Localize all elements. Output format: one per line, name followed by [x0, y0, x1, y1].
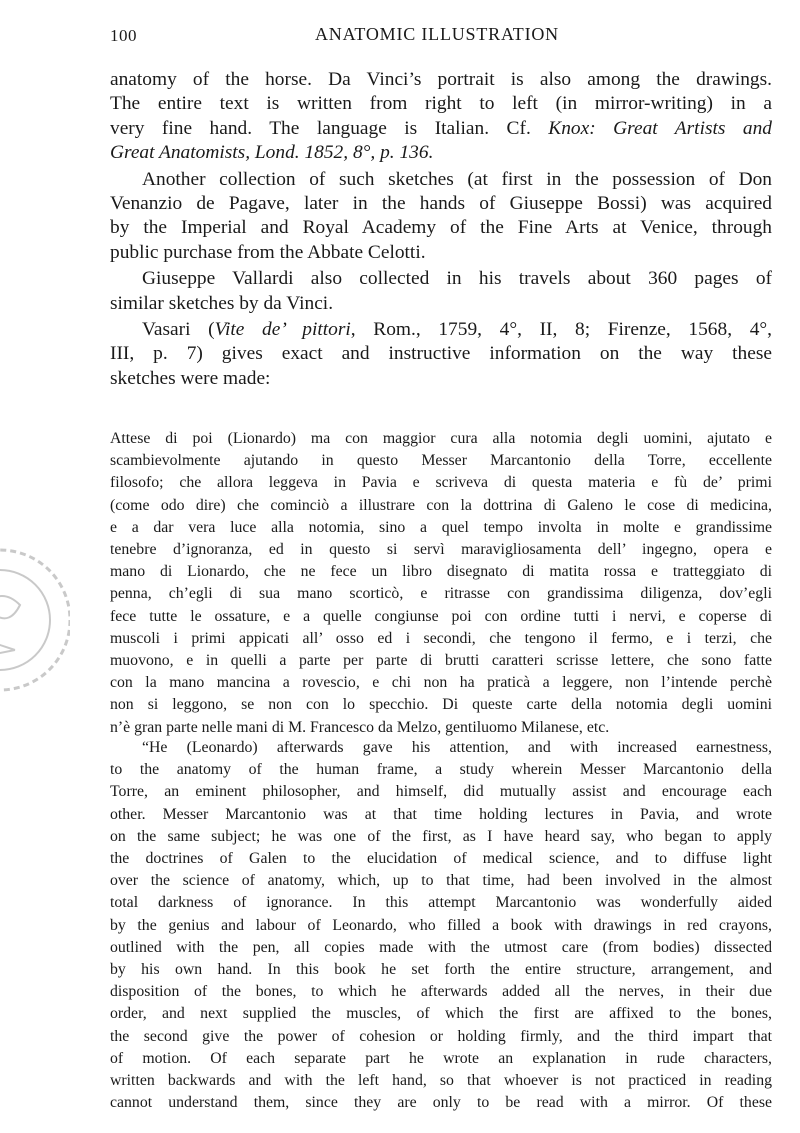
translation-line: over the science of anatomy, which, up to that time, had been involved in the almost [110, 872, 772, 890]
text-line: public purchase from the Abbate Celotti. [110, 241, 426, 263]
citation-italic: Knox: Great Artists and [548, 117, 772, 139]
vasari-title-italic: Vite de’ pittori [214, 319, 351, 341]
translation-line: order, and next supplied the muscles, of which the first are affixed to the bones, [110, 1005, 772, 1023]
translation-line: cannot understand them, since they are only to be read with a mirror. Of these [110, 1094, 772, 1112]
text-segment: very fine hand. The language is Italian. Cf. [110, 117, 531, 139]
italian-quote [110, 428, 772, 739]
translation-line: “He (Leonardo) afterwards gave his attention, and with increased earnestness, [142, 739, 772, 756]
translation-line: disposition of the bones, to which he afterwards added all the nerves, in their due [110, 983, 772, 1001]
quote-line: mano di Lionardo, che ne fece un libro disegnato di matita rossa e tratteggiato di [110, 563, 772, 581]
quote-line: tenebre d’ignoranza, ed in questo si servì maravigliosamenta dell’ ingegno, opera e [110, 541, 772, 559]
text-line [110, 117, 772, 141]
text-line: anatomy of the horse. Da Vinci’s portrait is also among the drawings. [110, 69, 772, 90]
text-line: Great Anatomists, Lond. 1852, 8°, p. 136. [110, 142, 434, 164]
quote-line: penna, ch’egli di sua mano scorticò, e ritrasse con grandissima diligenza, dov’egli [110, 585, 772, 603]
quote-line: e a dar vera luce alla notomia, sino a quel tempo involta in molte e grandissime [110, 518, 772, 536]
text-line: Giuseppe Vallardi also collected in his travels about 360 pages of [142, 268, 772, 290]
translation-line: total darkness of ignorance. In this attempt Marcantonio was wonderfully aided [110, 894, 772, 912]
quote-line: filosofo; che allora leggeva in Pavia e scriveva di questa materia e fù de’ primi [110, 474, 772, 492]
text-line [110, 318, 772, 342]
quote-line: fece tutte le ossature, e a quelle congiunse poi con ordine tutti i nervi, e coperse di [110, 607, 772, 625]
text-line: by the Imperial and Royal Academy of the Fine Arts at Venice, through [110, 217, 772, 239]
text-line: The entire text is written from right to left (in mirror-writing) in a [110, 93, 772, 115]
quote-line: non si leggono, se non con lo specchio. Di queste carte della notomia degli uomini [110, 696, 772, 714]
quote-line: Attese di poi (Lionardo) ma con maggior cura alla notomia degli uomini, ajutato e [110, 430, 772, 447]
translation-line: the doctrines of Galen to the elucidation of medical science, and to diffuse light [110, 850, 772, 868]
text-line: Venanzio de Pagave, later in the hands of Giuseppe Bossi) was acquired [110, 193, 772, 215]
text-line: Another collection of such sketches (at first in the possession of Don [142, 168, 772, 190]
translation-line: Torre, an eminent philosopher, and himself, did mutually assist and encourage each [110, 783, 772, 801]
text-segment: , Rom., 1759, 4°, II, 8; Firenze, 1568, 4°, [350, 319, 772, 341]
translation-line: outlined with the pen, all copies made with the utmost care (from bodies) dissected [110, 938, 772, 956]
translation-line: of motion. Of each separate part he wrote an explanation in rude characters, [110, 1049, 772, 1067]
text-line: III, p. 7) gives exact and instructive information on the way these [110, 343, 772, 365]
page-number: 100 [110, 26, 137, 45]
english-translation [110, 737, 772, 1114]
quote-line: n’è gran parte nelle mani di M. Francesco da Melzo, gentiluomo Milanese, etc. [110, 718, 610, 736]
quote-line: con la mano mancina a rovescio, e chi non ha praticà a leggere, non l’intende perchè [110, 674, 772, 692]
text-line: sketches were made: [110, 367, 271, 389]
library-stamp [0, 530, 70, 710]
translation-line: written backwards and with the left hand, so that whoever is not practiced in reading [110, 1072, 772, 1090]
text-line: similar sketches by da Vinci. [110, 292, 334, 314]
text-segment: Vasari ( [142, 319, 215, 341]
main-paragraphs [110, 68, 772, 391]
translation-line: the second give the power of cohesion or holding firmly, and the third impart that [110, 1027, 772, 1045]
quote-line: (come odo dire) che cominciò a illustrare con la dottrina di Galeno le cose di medicina, [110, 496, 772, 514]
quote-line: muovono, e in quelli a parte per parte di brutti caratteri scrisse lettere, che sono fatte [110, 652, 772, 670]
running-head [110, 24, 770, 48]
translation-line: to the anatomy of the human frame, a study wherein Messer Marcantonio della [110, 761, 772, 779]
running-title: ANATOMIC ILLUSTRATION [315, 24, 559, 44]
translation-line: by the genius and labour of Leonardo, who filled a book with drawings in red crayons, [110, 916, 772, 934]
quote-line: scambievolmente ajutando in questo Messer Marcantonio della Torre, eccellente [110, 452, 772, 470]
translation-line: on the same subject; he was one of the first, as I have heard say, who began to apply [110, 827, 772, 845]
translation-line: other. Messer Marcantonio was at that time holding lectures in Pavia, and wrote [110, 805, 772, 823]
translation-line: by his own hand. In this book he set forth the entire structure, arrangement, and [110, 961, 772, 979]
quote-line: muscoli i primi appicati all’ osso ed i secondi, che tengono il fermo, e i terzi, che [110, 629, 772, 647]
